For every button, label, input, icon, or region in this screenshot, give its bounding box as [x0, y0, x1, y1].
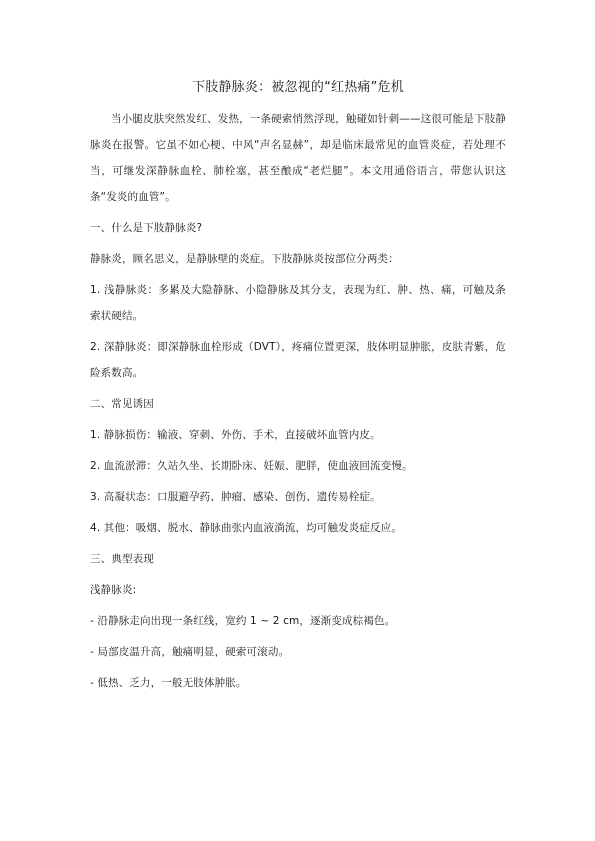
section-heading: 二、常见诱因 [90, 398, 154, 410]
section-causes [90, 391, 506, 541]
section-symptoms [90, 546, 506, 696]
intro-paragraph: 当小腿皮肤突然发红、发热，一条硬索悄然浮现，触碰如针刺——这很可能是下肢静脉炎在报警。它虽不如心梗、中风“声名显赫”，却是临床最常见的血管炎症，若处理不当，可继发深静脉血栓、肺栓塞，甚至酿成“老烂腿”。本文用通俗语言，带您认识这条“发炎的血管”。 [90, 113, 506, 203]
section-paragraph: 1. 静脉损伤：输液、穿刺、外伤、手术，直接破坏血管内皮。 [90, 429, 381, 441]
section-paragraph: - 低热、乏力，一般无肢体肿胀。 [90, 677, 247, 689]
section-paragraph: - 沿静脉走向出现一条红线，宽约 1 ~ 2 cm，逐渐变成棕褐色。 [90, 615, 396, 627]
section-heading: 一、什么是下肢静脉炎? [90, 222, 203, 234]
section-paragraph: 2. 深静脉炎：即深静脉血栓形成（DVT），疼痛位置更深，肢体明显肿胀，皮肤青紫，危险系数高。 [90, 341, 506, 379]
section-paragraph: 浅静脉炎: [90, 584, 137, 596]
section-paragraph: 1. 浅静脉炎：多累及大隐静脉、小隐静脉及其分支，表现为红、肿、热、痛，可触及条索状硬结。 [90, 284, 506, 322]
section-paragraph: - 局部皮温升高，触痛明显，硬索可滚动。 [90, 646, 290, 658]
document-title: 下肢静脉炎：被忽视的“红热痛”危机 [192, 80, 404, 95]
section-heading: 三、典型表现 [90, 553, 154, 565]
section-paragraph: 2. 血流淤滞：久站久坐、长期卧床、妊娠、肥胖，使血液回流变慢。 [90, 460, 413, 472]
document-content [90, 78, 506, 701]
section-paragraph: 3. 高凝状态：口服避孕药、肿瘤、感染、创伤、遗传易栓症。 [90, 491, 381, 503]
section-what-is [90, 215, 506, 386]
section-paragraph: 4. 其他：吸烟、脱水、静脉曲张内血液淌流，均可触发炎症反应。 [90, 522, 403, 534]
section-paragraph: 静脉炎，顾名思义，是静脉壁的炎症。下肢静脉炎按部位分两类： [90, 253, 399, 265]
